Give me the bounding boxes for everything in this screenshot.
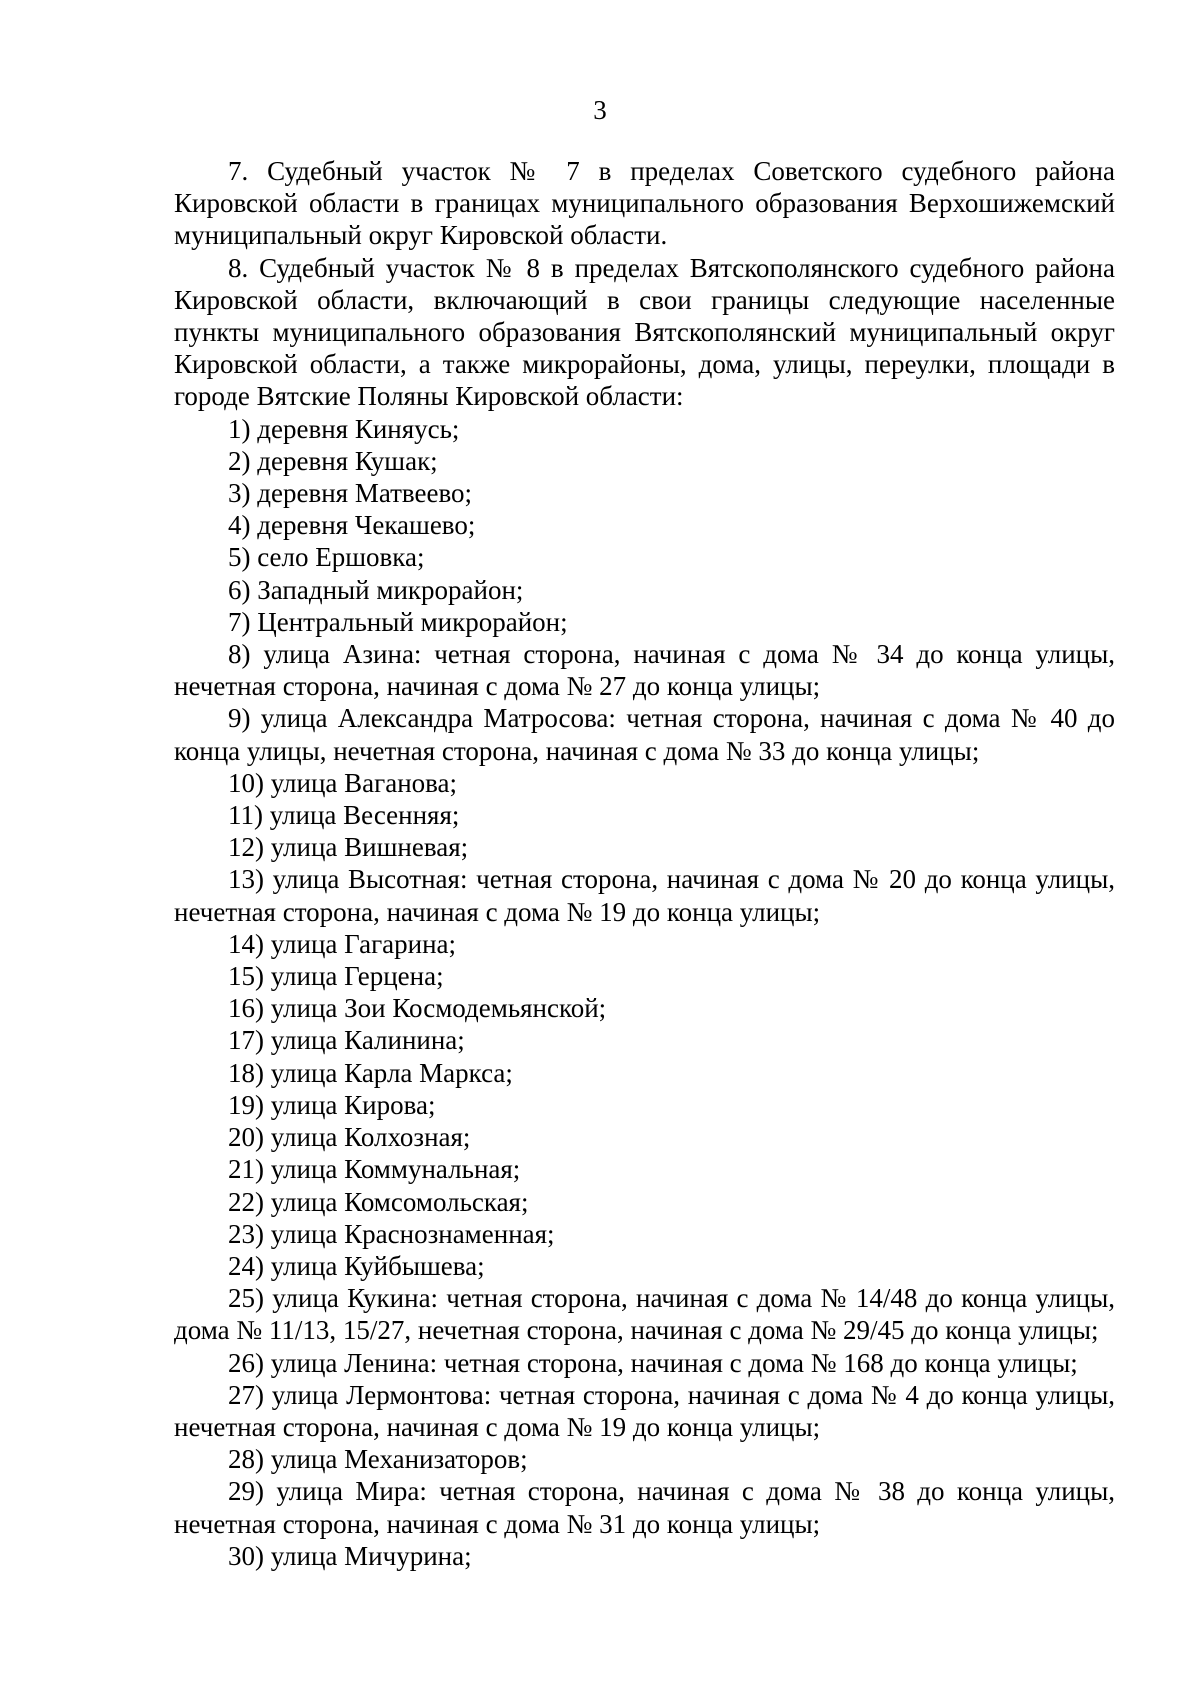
list-item: 21) улица Коммунальная;	[228, 1154, 521, 1185]
list-item: 6) Западный микрорайон;	[228, 574, 524, 605]
list-item: 5) село Ершовка;	[228, 542, 425, 573]
list-item: 18) улица Карла Маркса;	[228, 1057, 513, 1088]
address-list	[174, 413, 1115, 1572]
list-item: 1) деревня Киняусь;	[228, 413, 460, 444]
list-item: 22) улица Комсомольская;	[228, 1186, 529, 1217]
list-item: 24) улица Куйбышева;	[228, 1250, 485, 1281]
list-item: 27) улица Лермонтова: четная сторона, начиная с дома № 4 до конца улицы, нечетная сторона, начиная с дома № 19 до конца улицы;	[174, 1379, 1115, 1442]
list-item: 10) улица Ваганова;	[228, 767, 458, 798]
page-number: 3	[593, 95, 607, 125]
list-item: 4) деревня Чекашево;	[228, 510, 476, 541]
list-item: 29) улица Мира: четная сторона, начиная с дома № 38 до конца улицы, нечетная сторона, начиная с дома № 31 до конца улицы;	[174, 1476, 1115, 1539]
list-item: 14) улица Гагарина;	[228, 928, 457, 959]
list-item: 7) Центральный микрорайон;	[228, 606, 568, 637]
list-item: 25) улица Кукина: четная сторона, начиная с дома № 14/48 до конца улицы, дома № 11/13, 15/27, нечетная сторона, начиная с дома № 29/45 до конца улицы;	[174, 1283, 1115, 1346]
list-item: 20) улица Колхозная;	[228, 1122, 471, 1153]
list-item: 28) улица Механизаторов;	[228, 1444, 528, 1475]
list-item: 8) улица Азина: четная сторона, начиная с дома № 34 до конца улицы, нечетная сторона, начиная с дома № 27 до конца улицы;	[174, 639, 1115, 702]
document-body	[174, 155, 1115, 1572]
list-item: 13) улица Высотная: четная сторона, начиная с дома № 20 до конца улицы, нечетная сторона, начиная с дома № 19 до конца улицы;	[174, 864, 1115, 927]
list-item: 3) деревня Матвеево;	[228, 478, 473, 509]
paragraph-section-8: 8. Судебный участок № 8 в пределах Вятскополянского судебного района Кировской области, включающий в свои границы следующие населенные пункты муниципального образования Вятскополянский муниципальный округ Кировской области, а также микрорайоны, дома, улицы, переулки, площади в городе Вятские Поляны Кировской области:	[174, 252, 1115, 412]
list-item: 23) улица Краснознаменная;	[228, 1218, 555, 1249]
list-item: 30) улица Мичурина;	[228, 1540, 472, 1571]
list-item: 15) улица Герцена;	[228, 961, 444, 992]
list-item: 26) улица Ленина: четная сторона, начиная с дома № 168 до конца улицы;	[228, 1347, 1078, 1378]
list-item: 16) улица Зои Космодемьянской;	[228, 993, 607, 1024]
list-item: 19) улица Кирова;	[228, 1089, 436, 1120]
list-item: 12) улица Вишневая;	[228, 832, 469, 863]
list-item: 9) улица Александра Матросова: четная сторона, начиная с дома № 40 до конца улицы, нечетная сторона, начиная с дома № 33 до конца улицы;	[174, 703, 1115, 766]
paragraph-section-7: 7. Судебный участок № 7 в пределах Советского судебного района Кировской области в границах муниципального образования Верхошижемский муниципальный округ Кировской области.	[174, 156, 1115, 251]
list-item: 17) улица Калинина;	[228, 1025, 465, 1056]
list-item: 2) деревня Кушак;	[228, 445, 438, 476]
list-item: 11) улица Весенняя;	[228, 800, 460, 831]
